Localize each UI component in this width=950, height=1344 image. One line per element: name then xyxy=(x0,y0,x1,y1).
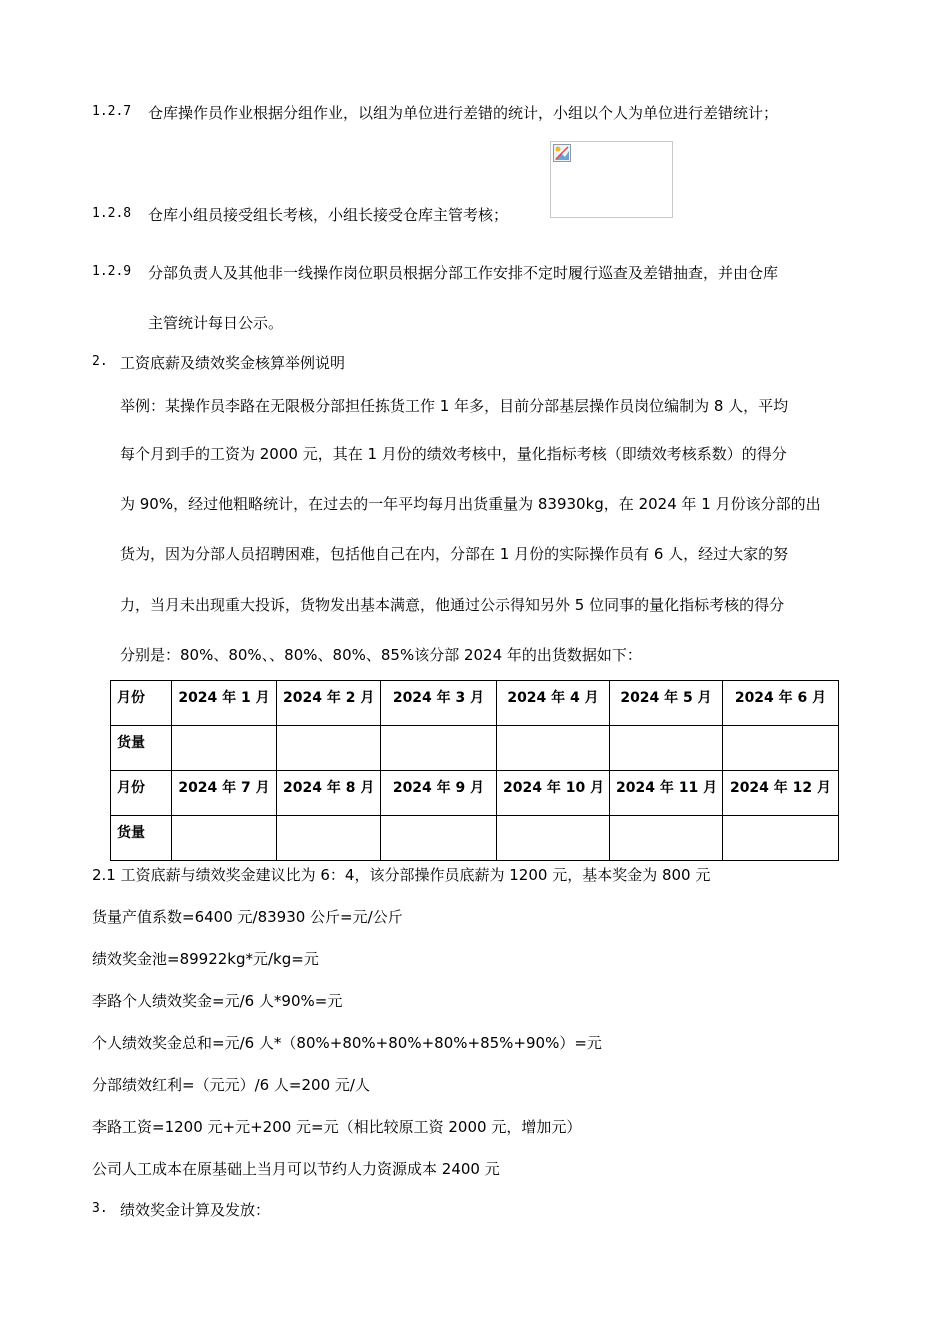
month-cell: 2024 年 10 月 xyxy=(497,771,610,816)
calc-line-1: 2.1 工资底薪与绩效奖金建议比为 6：4，该分部操作员底薪为 1200 元，基本奖金为 800 元 xyxy=(92,866,711,884)
row-label-month: 月份 xyxy=(111,681,172,726)
section3-title: 绩效奖金计算及发放： xyxy=(120,1201,271,1219)
volume-cell xyxy=(277,726,381,771)
month-cell: 2024 年 8 月 xyxy=(277,771,381,816)
example-line-3: 为 90%，经过他粗略统计，在过去的一年平均每月出货重量为 83930kg，在 2024 年 1 月份该分部的出 xyxy=(120,495,821,513)
volume-cell xyxy=(497,816,610,861)
month-cell: 2024 年 9 月 xyxy=(381,771,497,816)
calc-line-2: 货量产值系数=6400 元/83930 公斤=元/公斤 xyxy=(92,908,403,926)
calc-line-4: 李路个人绩效奖金=元/6 人*90%=元 xyxy=(92,992,343,1010)
example-line-4: 货为，因为分部人员招聘困难，包括他自己在内，分部在 1 月份的实际操作员有 6 人，经过大家的努 xyxy=(120,545,789,563)
volume-cell xyxy=(723,816,839,861)
volume-cell xyxy=(723,726,839,771)
section3-number: 3. xyxy=(92,1201,108,1216)
calc-line-8: 公司人工成本在原基础上当月可以节约人力资源成本 2400 元 xyxy=(92,1160,500,1178)
table-row xyxy=(111,771,839,816)
section2-title: 工资底薪及绩效奖金核算举例说明 xyxy=(120,354,346,372)
row-label-volume: 货量 xyxy=(111,726,172,771)
row-label-month: 月份 xyxy=(111,771,172,816)
month-cell: 2024 年 12 月 xyxy=(723,771,839,816)
example-line-2: 每个月到手的工资为 2000 元，其在 1 月份的绩效考核中，量化指标考核（即绩效考核系数）的得分 xyxy=(120,445,787,463)
volume-cell xyxy=(277,816,381,861)
item-text-127: 仓库操作员作业根据分组作业，以组为单位进行差错的统计，小组以个人为单位进行差错统计； xyxy=(148,104,779,122)
volume-cell xyxy=(381,816,497,861)
volume-cell xyxy=(497,726,610,771)
item-number-128: 1.2.8 xyxy=(92,206,132,221)
month-cell: 2024 年 4 月 xyxy=(497,681,610,726)
broken-image-placeholder xyxy=(550,141,673,218)
section2-number: 2. xyxy=(92,354,108,369)
item-number-127: 1.2.7 xyxy=(92,104,132,119)
month-cell: 2024 年 6 月 xyxy=(723,681,839,726)
broken-image-icon xyxy=(553,144,571,162)
item-text-129-cont: 主管统计每日公示。 xyxy=(148,314,284,332)
calc-line-7: 李路工资=1200 元+元+200 元=元（相比较原工资 2000 元，增加元） xyxy=(92,1118,582,1136)
volume-cell xyxy=(172,726,277,771)
calc-line-6: 分部绩效红利=（元元）/6 人=200 元/人 xyxy=(92,1076,370,1094)
volume-cell xyxy=(172,816,277,861)
row-label-volume: 货量 xyxy=(111,816,172,861)
volume-cell xyxy=(610,816,723,861)
table-row xyxy=(111,816,839,861)
month-cell: 2024 年 7 月 xyxy=(172,771,277,816)
month-cell: 2024 年 5 月 xyxy=(610,681,723,726)
table-row xyxy=(111,726,839,771)
month-cell: 2024 年 11 月 xyxy=(610,771,723,816)
shipment-table xyxy=(110,680,839,861)
month-cell: 2024 年 2 月 xyxy=(277,681,381,726)
calc-line-5: 个人绩效奖金总和=元/6 人*（80%+80%+80%+80%+85%+90%）=元 xyxy=(92,1034,602,1052)
month-cell: 2024 年 3 月 xyxy=(381,681,497,726)
volume-cell xyxy=(610,726,723,771)
table-row xyxy=(111,681,839,726)
example-line-5: 力，当月未出现重大投诉，货物发出基本满意，他通过公示得知另外 5 位同事的量化指标考核的得分 xyxy=(120,596,785,614)
item-text-128: 仓库小组员接受组长考核，小组长接受仓库主管考核； xyxy=(148,206,509,224)
item-text-129: 分部负责人及其他非一线操作岗位职员根据分部工作安排不定时履行巡查及差错抽查，并由仓库 xyxy=(148,264,779,282)
calc-line-3: 绩效奖金池=89922kg*元/kg=元 xyxy=(92,950,319,968)
volume-cell xyxy=(381,726,497,771)
item-number-129: 1.2.9 xyxy=(92,264,132,279)
example-line-1: 举例：某操作员李路在无限极分部担任拣货工作 1 年多，目前分部基层操作员岗位编制为 8 人，平均 xyxy=(120,397,789,415)
example-line-6: 分别是：80%、80%、、80%、80%、85%该分部 2024 年的出货数据如下： xyxy=(120,646,642,664)
month-cell: 2024 年 1 月 xyxy=(172,681,277,726)
